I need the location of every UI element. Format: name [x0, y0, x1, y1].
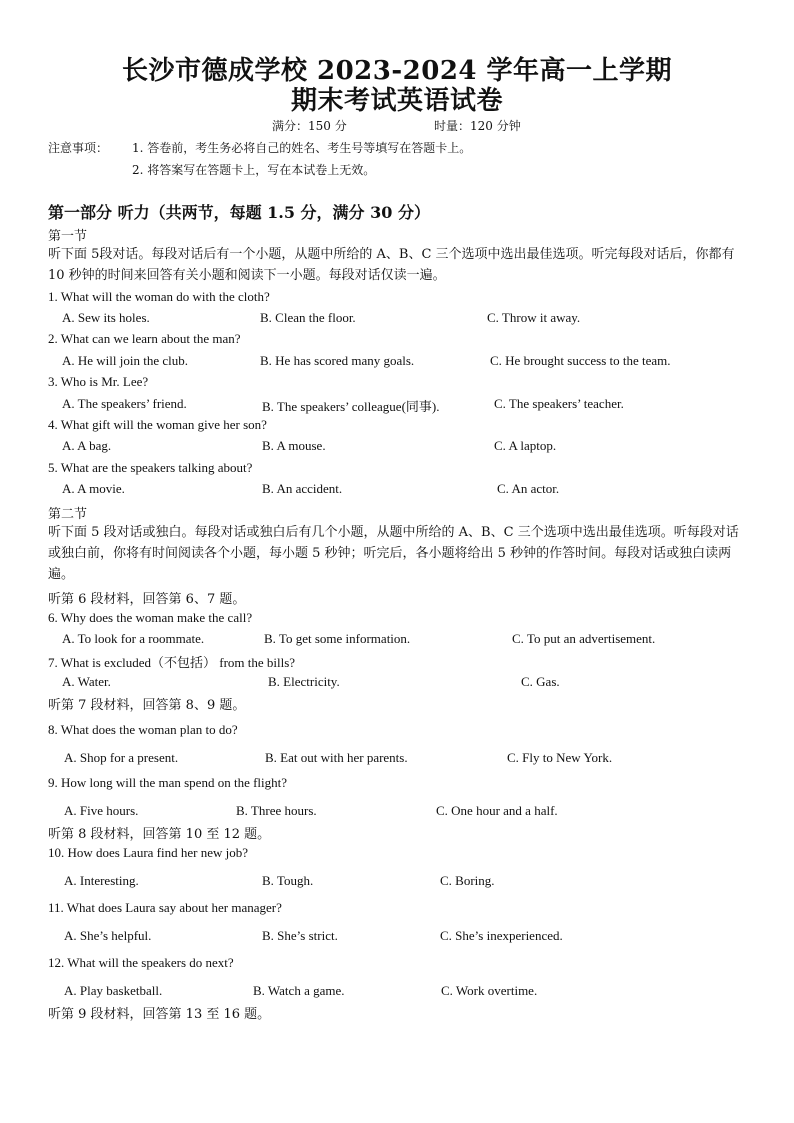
question-11-option-c: C. She’s inexperienced.: [440, 928, 563, 943]
question-8-option-c: C. Fly to New York.: [507, 750, 613, 765]
question-12-option-b: B. Watch a game.: [253, 983, 345, 998]
question-4-option-a: A. A bag.: [62, 438, 112, 453]
question-3: 3. Who is Mr. Lee?: [48, 374, 149, 389]
material-7-instruction: 听第 7 段材料，回答第 8、9 题。: [48, 698, 246, 713]
question-5-option-b: B. An accident.: [262, 481, 343, 496]
full-score: 满分：150 分: [272, 119, 347, 133]
question-4: 4. What gift will the woman give her son?: [48, 417, 267, 432]
question-9-option-b: B. Three hours.: [236, 803, 317, 818]
question-2-option-b: B. He has scored many goals.: [260, 353, 415, 368]
question-1-option-b: B. Clean the floor.: [260, 310, 356, 325]
section2-label: 第二节: [48, 507, 88, 522]
question-7-option-a: A. Water.: [62, 674, 111, 689]
exam-title-line2: 期末考试英语试卷: [290, 86, 503, 116]
question-5: 5. What are the speakers talking about?: [48, 460, 253, 475]
question-6-option-c: C. To put an advertisement.: [512, 631, 656, 646]
question-8-option-a: A. Shop for a present.: [64, 750, 179, 765]
question-10-option-b: B. Tough.: [262, 873, 314, 888]
question-12-option-a: A. Play basketball.: [64, 983, 163, 998]
question-12: 12. What will the speakers do next?: [48, 955, 234, 970]
question-10: 10. How does Laura find her new job?: [48, 845, 248, 860]
question-12-option-c: C. Work overtime.: [441, 983, 538, 998]
exam-title-line1: 长沙市德成学校 2023-2024 学年高一上学期: [121, 56, 673, 86]
material-6-instruction: 听第 6 段材料，回答第 6、7 题。: [48, 592, 246, 607]
question-7-option-b: B. Electricity.: [268, 674, 340, 689]
question-5-option-c: C. An actor.: [497, 481, 560, 496]
question-2-option-c: C. He brought success to the team.: [490, 353, 671, 368]
question-9-option-c: C. One hour and a half.: [436, 803, 558, 818]
question-4-option-b: B. A mouse.: [262, 438, 326, 453]
question-11-option-b: B. She’s strict.: [262, 928, 338, 943]
notice-item-1: 1. 答卷前，考生务必将自己的姓名、考生号等填写在答题卡上。: [132, 141, 472, 155]
question-6-option-a: A. To look for a roommate.: [62, 631, 205, 646]
material-9-instruction: 听第 9 段材料，回答第 13 至 16 题。: [48, 1007, 271, 1022]
question-6: 6. Why does the woman make the call?: [48, 610, 253, 625]
question-1: 1. What will the woman do with the cloth?: [48, 289, 270, 304]
question-3-option-c: C. The speakers’ teacher.: [494, 396, 624, 411]
question-4-option-c: C. A laptop.: [494, 438, 557, 453]
question-6-option-b: B. To get some information.: [264, 631, 411, 646]
question-10-option-a: A. Interesting.: [64, 873, 139, 888]
question-1-option-a: A. Sew its holes.: [62, 310, 150, 325]
time-limit: 时量：120 分钟: [434, 119, 521, 133]
question-2: 2. What can we learn about the man?: [48, 331, 241, 346]
question-8: 8. What does the woman plan to do?: [48, 722, 238, 737]
question-9: 9. How long will the man spend on the flight?: [48, 775, 288, 790]
section1-label: 第一节: [48, 229, 88, 244]
question-2-option-a: A. He will join the club.: [62, 353, 189, 368]
notice-label: 注意事项：: [48, 141, 109, 155]
question-1-option-c: C. Throw it away.: [487, 310, 581, 325]
question-3-option-b: B. The speakers’ colleague(同事).: [262, 399, 440, 414]
question-8-option-b: B. Eat out with her parents.: [265, 750, 408, 765]
question-7: 7. What is excluded（不包括） from the bills?: [48, 655, 296, 670]
question-7-option-c: C. Gas.: [521, 674, 560, 689]
question-3-option-a: A. The speakers’ friend.: [62, 396, 187, 411]
notice-item-2: 2. 将答案写在答题卡上，写在本试卷上无效。: [132, 163, 376, 177]
section2-instructions: 听下面 5 段对话或独白。每段对话或独白后有几个小题，从题中所给的 A、B、C 三个选项中选出最佳选项。听每段对话或独白前，你将有时间阅读各个小题，每小题 5 秒钟；听完后，各小题将给出 5 秒钟的作答时间。每段对话或独白读两遍。: [48, 525, 739, 582]
question-9-option-a: A. Five hours.: [64, 803, 139, 818]
question-5-option-a: A. A movie.: [62, 481, 125, 496]
question-10-option-c: C. Boring.: [440, 873, 495, 888]
question-11-option-a: A. She’s helpful.: [64, 928, 152, 943]
part1-heading: 第一部分 听力（共两节，每题 1.5 分，满分 30 分）: [48, 203, 430, 222]
material-8-instruction: 听第 8 段材料，回答第 10 至 12 题。: [48, 827, 271, 842]
section1-instructions: 听下面 5段对话。每段对话后有一个小题，从题中所给的 A、B、C 三个选项中选出最佳选项。听完每段对话后，你都有 10 秒钟的时间来回答有关小题和阅读下一小题。每段对话仅读一遍。: [48, 247, 735, 283]
question-11: 11. What does Laura say about her manager?: [48, 900, 282, 915]
